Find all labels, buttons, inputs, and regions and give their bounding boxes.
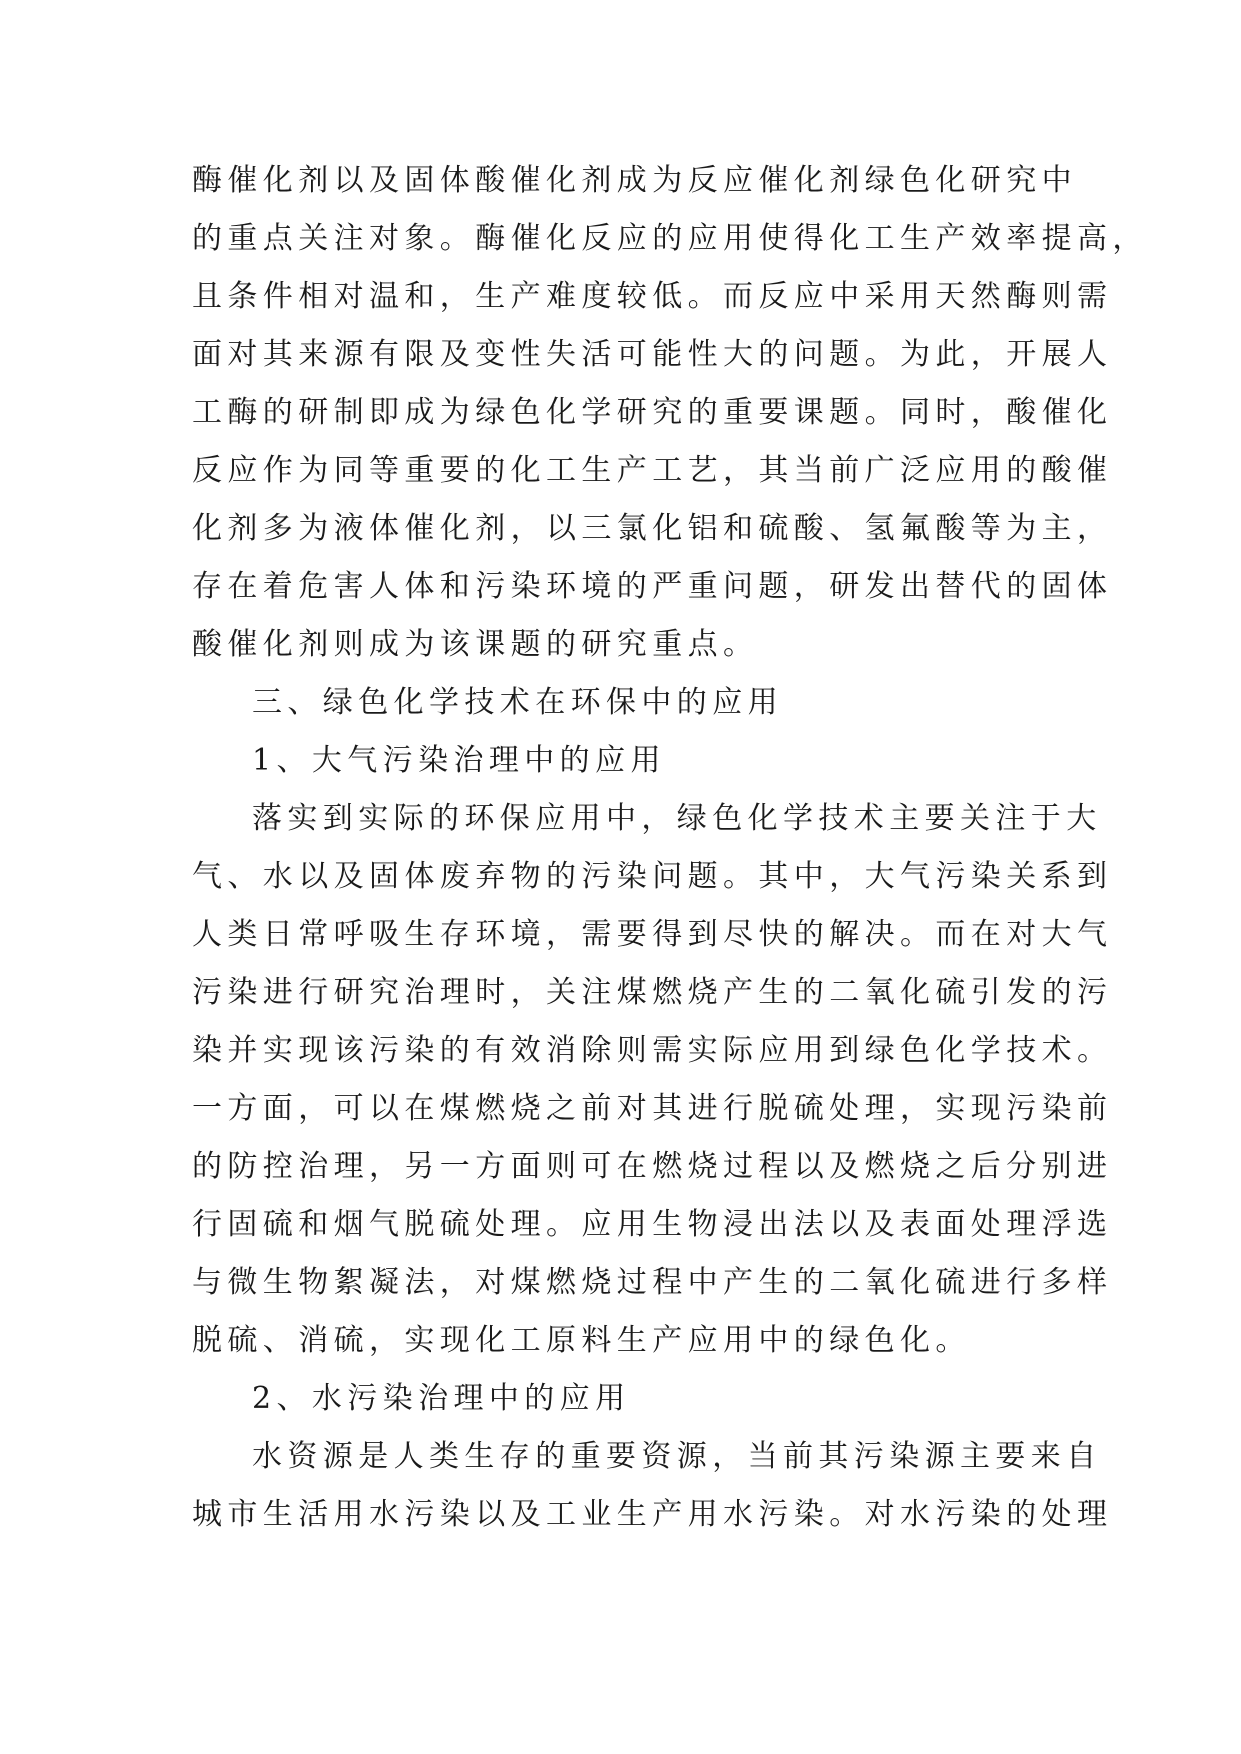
- body-text-line: 化剂多为液体催化剂，以三氯化铝和硫酸、氢氟酸等为主，: [192, 511, 1113, 546]
- body-text-line: 一方面，可以在煤燃烧之前对其进行脱硫处理，实现污染前: [192, 1091, 1113, 1126]
- body-text-line: 城市生活用水污染以及工业生产用水污染。对水污染的处理: [192, 1497, 1113, 1532]
- body-text-line: 气、水以及固体废弃物的污染问题。其中，大气污染关系到: [192, 859, 1113, 894]
- body-text-line: 且条件相对温和，生产难度较低。而反应中采用天然酶则需: [192, 279, 1113, 314]
- subsection-heading: 2、水污染治理中的应用: [252, 1381, 631, 1416]
- body-text-line: 水资源是人类生存的重要资源，当前其污染源主要来自: [252, 1439, 1102, 1474]
- body-text-line: 污染进行研究治理时，关注煤燃烧产生的二氧化硫引发的污: [192, 975, 1113, 1010]
- body-text-line: 落实到实际的环保应用中，绿色化学技术主要关注于大: [252, 801, 1102, 836]
- body-text-line: 的重点关注对象。酶催化反应的应用使得化工生产效率提高，: [192, 221, 1148, 256]
- body-text-line: 面对其来源有限及变性失活可能性大的问题。为此，开展人: [192, 337, 1113, 372]
- body-text-line: 工酶的研制即成为绿色化学研究的重要课题。同时，酸催化: [192, 395, 1113, 430]
- body-text-line: 行固硫和烟气脱硫处理。应用生物浸出法以及表面处理浮选: [192, 1207, 1113, 1242]
- body-text-line: 与微生物絮凝法，对煤燃烧过程中产生的二氧化硫进行多样: [192, 1265, 1113, 1300]
- body-text-line: 反应作为同等重要的化工生产工艺，其当前广泛应用的酸催: [192, 453, 1113, 488]
- subsection-heading: 1、大气污染治理中的应用: [252, 743, 666, 778]
- body-text-line: 酸催化剂则成为该课题的研究重点。: [192, 627, 759, 662]
- body-text-line: 脱硫、消硫，实现化工原料生产应用中的绿色化。: [192, 1323, 971, 1358]
- body-text-line: 酶催化剂以及固体酸催化剂成为反应催化剂绿色化研究中: [192, 163, 1077, 198]
- body-text-line: 存在着危害人体和污染环境的严重问题，研发出替代的固体: [192, 569, 1113, 604]
- section-heading: 三、绿色化学技术在环保中的应用: [252, 685, 783, 720]
- body-text-line: 的防控治理，另一方面则可在燃烧过程以及燃烧之后分别进: [192, 1149, 1113, 1184]
- body-text-line: 人类日常呼吸生存环境，需要得到尽快的解决。而在对大气: [192, 917, 1113, 952]
- body-text-line: 染并实现该污染的有效消除则需实际应用到绿色化学技术。: [192, 1033, 1113, 1068]
